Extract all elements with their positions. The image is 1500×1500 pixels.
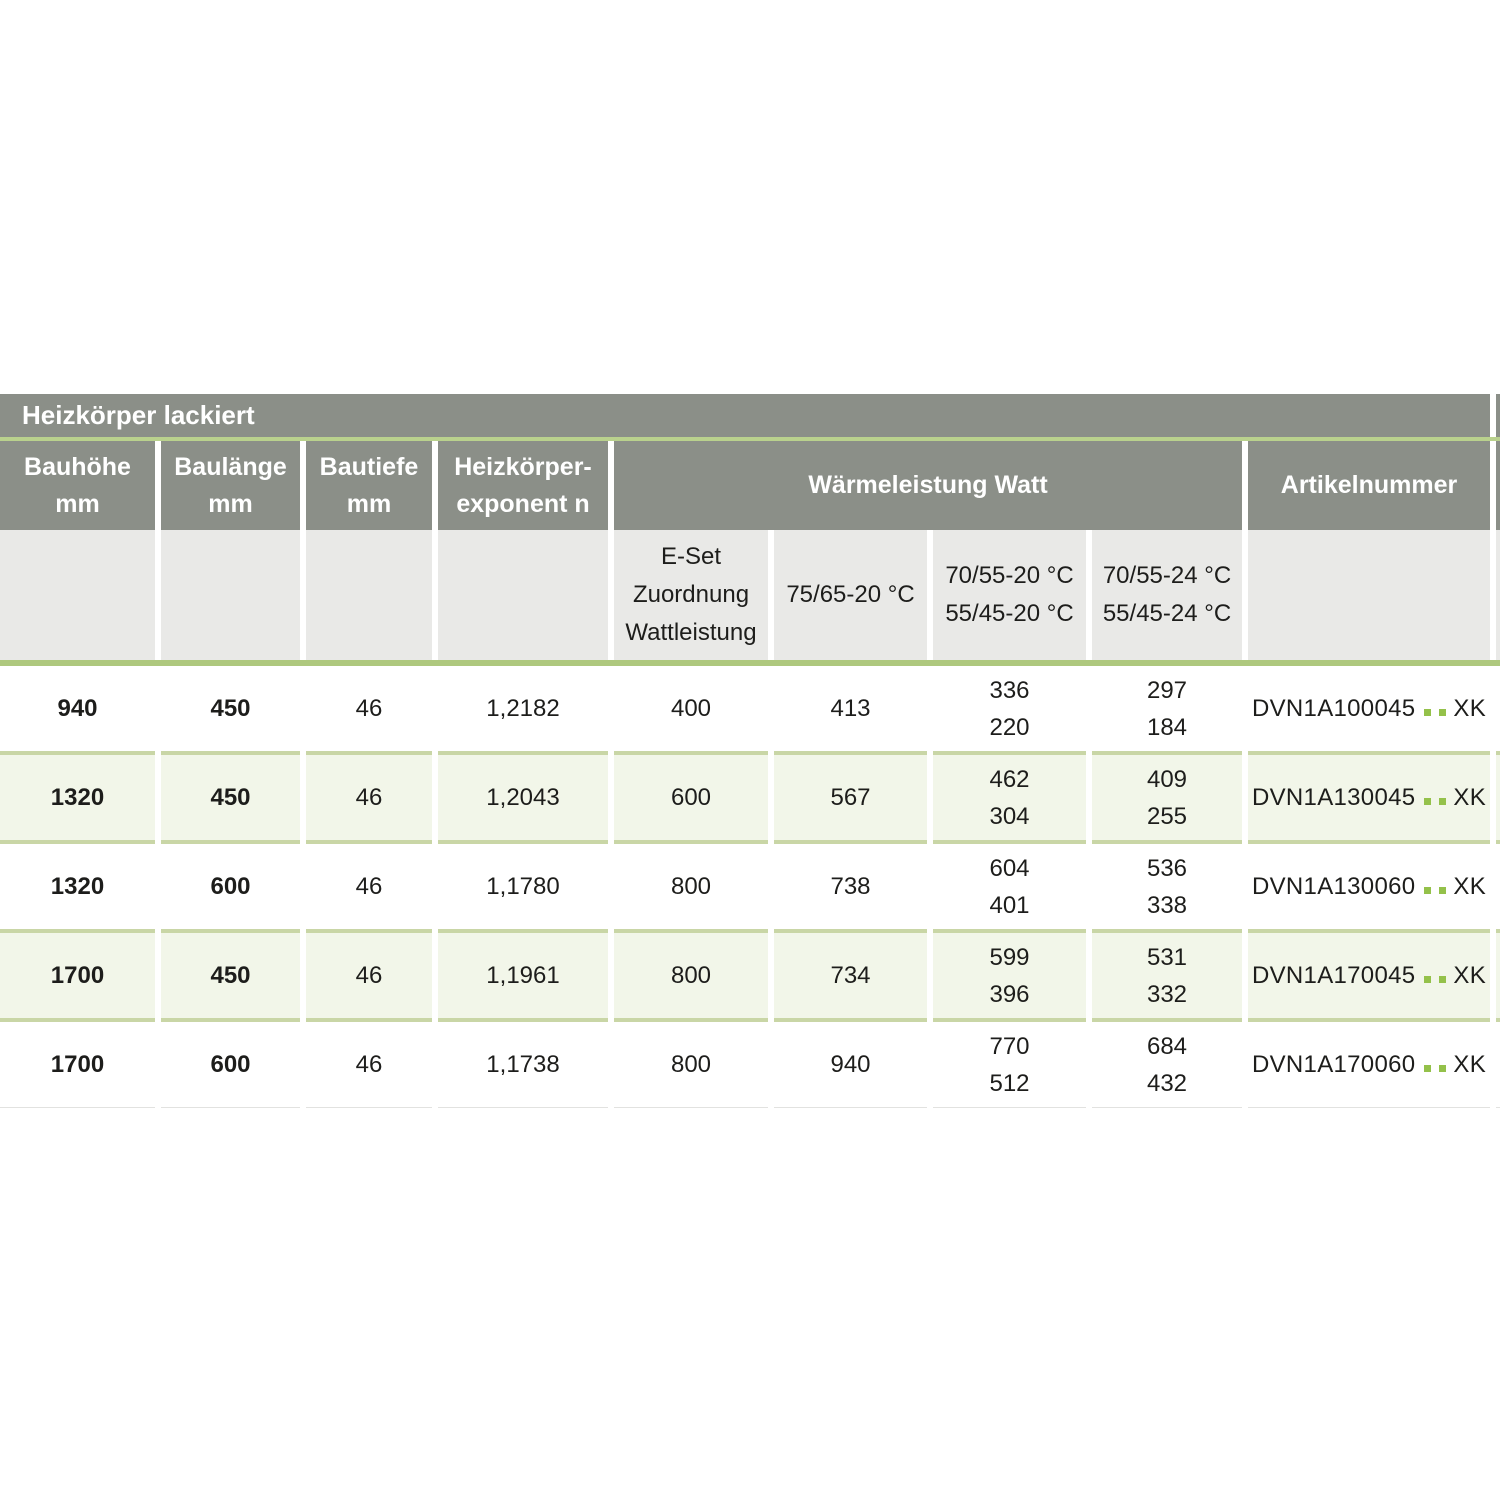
- cell-bautiefe: 46: [306, 929, 432, 1018]
- cell-bautiefe: 46: [306, 666, 432, 751]
- cell-watt-7055-24: 684 432: [1092, 1018, 1242, 1108]
- next-section-sliver-title: [1496, 394, 1500, 437]
- cell-eset: 800: [614, 929, 768, 1018]
- table-title: Heizkörper lackiert: [0, 394, 1490, 437]
- cell-watt-7055-20: 604 401: [933, 840, 1086, 929]
- cell-bautiefe: 46: [306, 840, 432, 929]
- cell-baulaenge: 450: [161, 929, 300, 1018]
- next-section-sliver-row: [1496, 1018, 1500, 1108]
- radiator-spec-table: [0, 394, 1500, 1108]
- column-header-bautiefe: Bautiefe mm: [306, 441, 432, 530]
- next-section-sliver-row: [1496, 840, 1500, 929]
- cell-watt-7565: 738: [774, 840, 927, 929]
- subheader-7055-24: 70/55-24 °C 55/45-24 °C: [1092, 530, 1242, 660]
- cell-watt-7055-20: 599 396: [933, 929, 1086, 1018]
- cell-bautiefe: 46: [306, 751, 432, 840]
- cell-watt-7565: 940: [774, 1018, 927, 1108]
- cell-watt-7055-20: 462 304: [933, 751, 1086, 840]
- color-code-dot: [1439, 709, 1446, 716]
- next-section-sliver-row: [1496, 751, 1500, 840]
- table-row: [0, 1018, 1500, 1108]
- cell-bauhoehe: 940: [0, 666, 155, 751]
- cell-bauhoehe: 1320: [0, 840, 155, 929]
- cell-eset: 600: [614, 751, 768, 840]
- next-section-sliver-row: [1496, 929, 1500, 1018]
- color-code-dot: [1439, 976, 1446, 983]
- color-code-dot: [1424, 798, 1431, 805]
- cell-watt-7565: 567: [774, 751, 927, 840]
- table-header-row: [0, 441, 1500, 530]
- color-code-dot: [1439, 798, 1446, 805]
- cell-watt-7055-24: 536 338: [1092, 840, 1242, 929]
- cell-artikelnummer: DVN1A170060 XK: [1248, 1018, 1490, 1108]
- cell-exponent: 1,1738: [438, 1018, 608, 1108]
- cell-eset: 800: [614, 840, 768, 929]
- cell-bautiefe: 46: [306, 1018, 432, 1108]
- next-section-sliver-subheader: [1496, 530, 1500, 660]
- cell-watt-7055-24: 297 184: [1092, 666, 1242, 751]
- cell-exponent: 1,2182: [438, 666, 608, 751]
- color-code-dot: [1439, 1065, 1446, 1072]
- subheader-empty-baulaenge: [161, 530, 300, 660]
- column-group-header-waermeleistung: Wärmeleistung Watt: [614, 441, 1242, 530]
- cell-artikelnummer: DVN1A130060 XK: [1248, 840, 1490, 929]
- cell-watt-7055-20: 336 220: [933, 666, 1086, 751]
- table-row: [0, 751, 1500, 840]
- table-row: [0, 840, 1500, 929]
- subheader-empty-bauhoehe: [0, 530, 155, 660]
- cell-exponent: 1,1961: [438, 929, 608, 1018]
- color-code-dot: [1424, 1065, 1431, 1072]
- cell-baulaenge: 600: [161, 840, 300, 929]
- subheader-7055-20: 70/55-20 °C 55/45-20 °C: [933, 530, 1086, 660]
- color-code-dot: [1424, 976, 1431, 983]
- subheader-empty-bautiefe: [306, 530, 432, 660]
- column-header-baulaenge: Baulänge mm: [161, 441, 300, 530]
- subheader-7565: 75/65-20 °C: [774, 530, 927, 660]
- cell-artikelnummer: DVN1A100045 XK: [1248, 666, 1490, 751]
- cell-artikelnummer: DVN1A130045 XK: [1248, 751, 1490, 840]
- cell-eset: 400: [614, 666, 768, 751]
- color-code-dot: [1424, 709, 1431, 716]
- table-subheader-row: [0, 530, 1500, 660]
- cell-eset: 800: [614, 1018, 768, 1108]
- subheader-eset: E-Set Zuordnung Wattleistung: [614, 530, 768, 660]
- cell-watt-7565: 734: [774, 929, 927, 1018]
- cell-bauhoehe: 1700: [0, 929, 155, 1018]
- cell-bauhoehe: 1320: [0, 751, 155, 840]
- cell-bauhoehe: 1700: [0, 1018, 155, 1108]
- table-title-row: [0, 394, 1500, 437]
- color-code-dot: [1424, 887, 1431, 894]
- cell-baulaenge: 600: [161, 1018, 300, 1108]
- next-section-sliver-row: [1496, 666, 1500, 751]
- cell-watt-7055-24: 531 332: [1092, 929, 1242, 1018]
- subheader-empty-artikelnummer: [1248, 530, 1490, 660]
- cell-artikelnummer: DVN1A170045 XK: [1248, 929, 1490, 1018]
- cell-baulaenge: 450: [161, 666, 300, 751]
- column-header-bauhoehe: Bauhöhe mm: [0, 441, 155, 530]
- cell-exponent: 1,2043: [438, 751, 608, 840]
- table-row: [0, 929, 1500, 1018]
- cell-watt-7565: 413: [774, 666, 927, 751]
- color-code-dot: [1439, 887, 1446, 894]
- cell-watt-7055-24: 409 255: [1092, 751, 1242, 840]
- column-header-exponent: Heizkörper- exponent n: [438, 441, 608, 530]
- subheader-empty-exponent: [438, 530, 608, 660]
- column-header-artikelnummer: Artikelnummer: [1248, 441, 1490, 530]
- table-row: [0, 666, 1500, 751]
- next-section-sliver-header: [1496, 441, 1500, 530]
- cell-watt-7055-20: 770 512: [933, 1018, 1086, 1108]
- cell-exponent: 1,1780: [438, 840, 608, 929]
- cell-baulaenge: 450: [161, 751, 300, 840]
